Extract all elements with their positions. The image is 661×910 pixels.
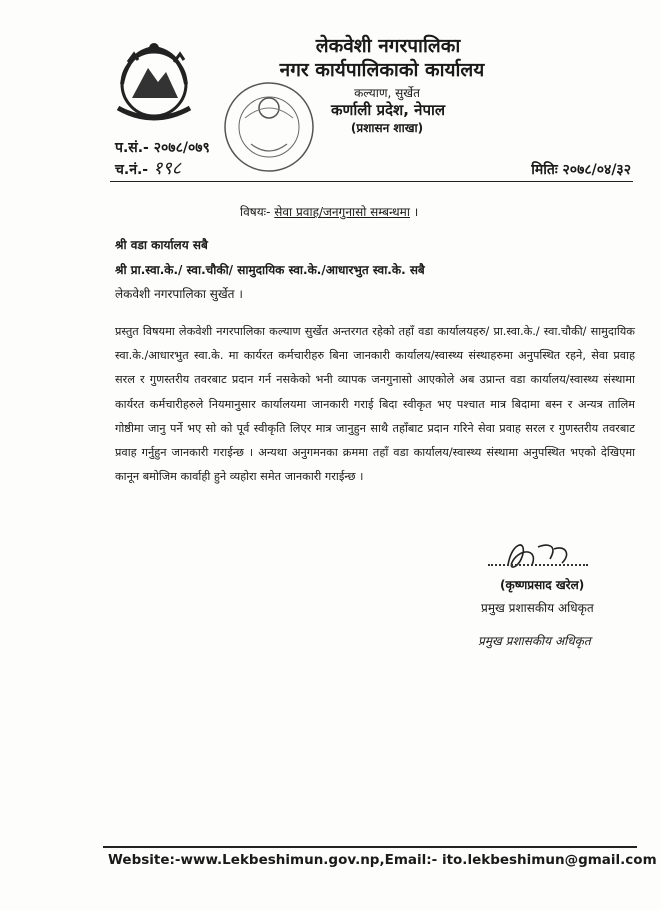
signatory-stamp-title: प्रमुख प्रशासकीय अधिकृत (478, 634, 591, 648)
dispatch-number (115, 156, 181, 180)
signatory-title: प्रमुख प्रशासकीय अधिकृत (481, 601, 594, 615)
office-name: नगर कार्यपालिकाको कार्यालय (279, 59, 485, 81)
dispatch-label: च.नं.- (115, 162, 149, 178)
footer-divider (103, 846, 637, 848)
recipient-line: श्री वडा कार्यालय सबै (115, 238, 208, 252)
nepal-emblem-icon (108, 38, 200, 124)
letter-body: प्रस्तुत विषयमा लेकवेशी नगरपालिका कल्याण सुर्खेत अन्तरगत रहेको तहाँ वडा कार्यालयहरु/ प्रा.स्वा.के./ स्वा.चौकी/ सामुदायिक स्वा.के./आधारभुत स्वा.के. मा कार्यरत कर्मचारीहरु बिना जानकारी कार्यालय/स्वास्थ्य संस्थाहरुमा अनुपस्थित रहने, सेवा प्रवाह सरल र गुणस्तरीय तवरबाट प्रदान गर्न नसकेको भनी व्यापक जनगुनासो आएकोले अब उप्रान्त वडा कार्यालय/स्वास्थ्य संस्थामा कार्यरत कर्मचारीहरुले नियमानुसार कार्यालयमा जानकारी गराई बिदा स्वीकृत भए पश्चात मात्र बिदामा बस्न र अन्यत्र तालिम गोष्ठीमा जानु पर्ने भए सो को पूर्व स्वीकृति लिएर मात्र जानुहुन साथै तहाँबाट प्रदान गरिने सेवा प्रवाह सरल र गुणस्तरीय तवरबाट प्रवाह गर्नुहुन जानकारी गराईन्छ । अन्यथा अनुगमनका क्रममा तहाँ वडा कार्यालय/स्वास्थ्य संस्थामा अनुपस्थित भएको देखिएमा कानून बमोजिम कार्वाही हुने व्यहोरा समेत जानकारी गराईन्छ । (115, 325, 635, 484)
footer-contact: Website:-www.Lekbeshimun.gov.np,Email:- ito.lekbeshimun@gmail.com (108, 852, 657, 868)
letter-date: मितिः २०७८/०४/३२ (531, 162, 631, 178)
subject-line: विषयः- सेवा प्रवाह/जनगुनासो सम्बन्धमा । (240, 205, 419, 219)
signature-mark (498, 535, 578, 579)
municipality-name: लेकवेशी नगरपालिका (315, 35, 461, 57)
province-name: कर्णाली प्रदेश, नेपाल (330, 101, 446, 119)
office-location: कल्याण, सुर्खेत (354, 86, 420, 100)
signatory-name: (कृष्णप्रसाद खरेल) (500, 578, 585, 592)
office-seal-stamp (215, 78, 323, 176)
subject-label: विषयः- (240, 205, 271, 219)
subject-text: सेवा प्रवाह/जनगुनासो सम्बन्धमा (274, 205, 410, 219)
recipient-line: श्री प्रा.स्वा.के./ स्वा.चौकी/ सामुदायिक स्वा.के./आधारभुत स्वा.के. सबै (115, 263, 425, 277)
signature-dotted-line (488, 564, 588, 566)
section-name: (प्रशासन शाखा) (350, 121, 424, 135)
header-divider (110, 181, 633, 182)
reference-number: प.सं.- २०७८/०७९ (115, 140, 210, 156)
dispatch-value: १९८ (152, 158, 182, 179)
recipient-line: लेकवेशी नगरपालिका सुर्खेत । (115, 287, 243, 301)
